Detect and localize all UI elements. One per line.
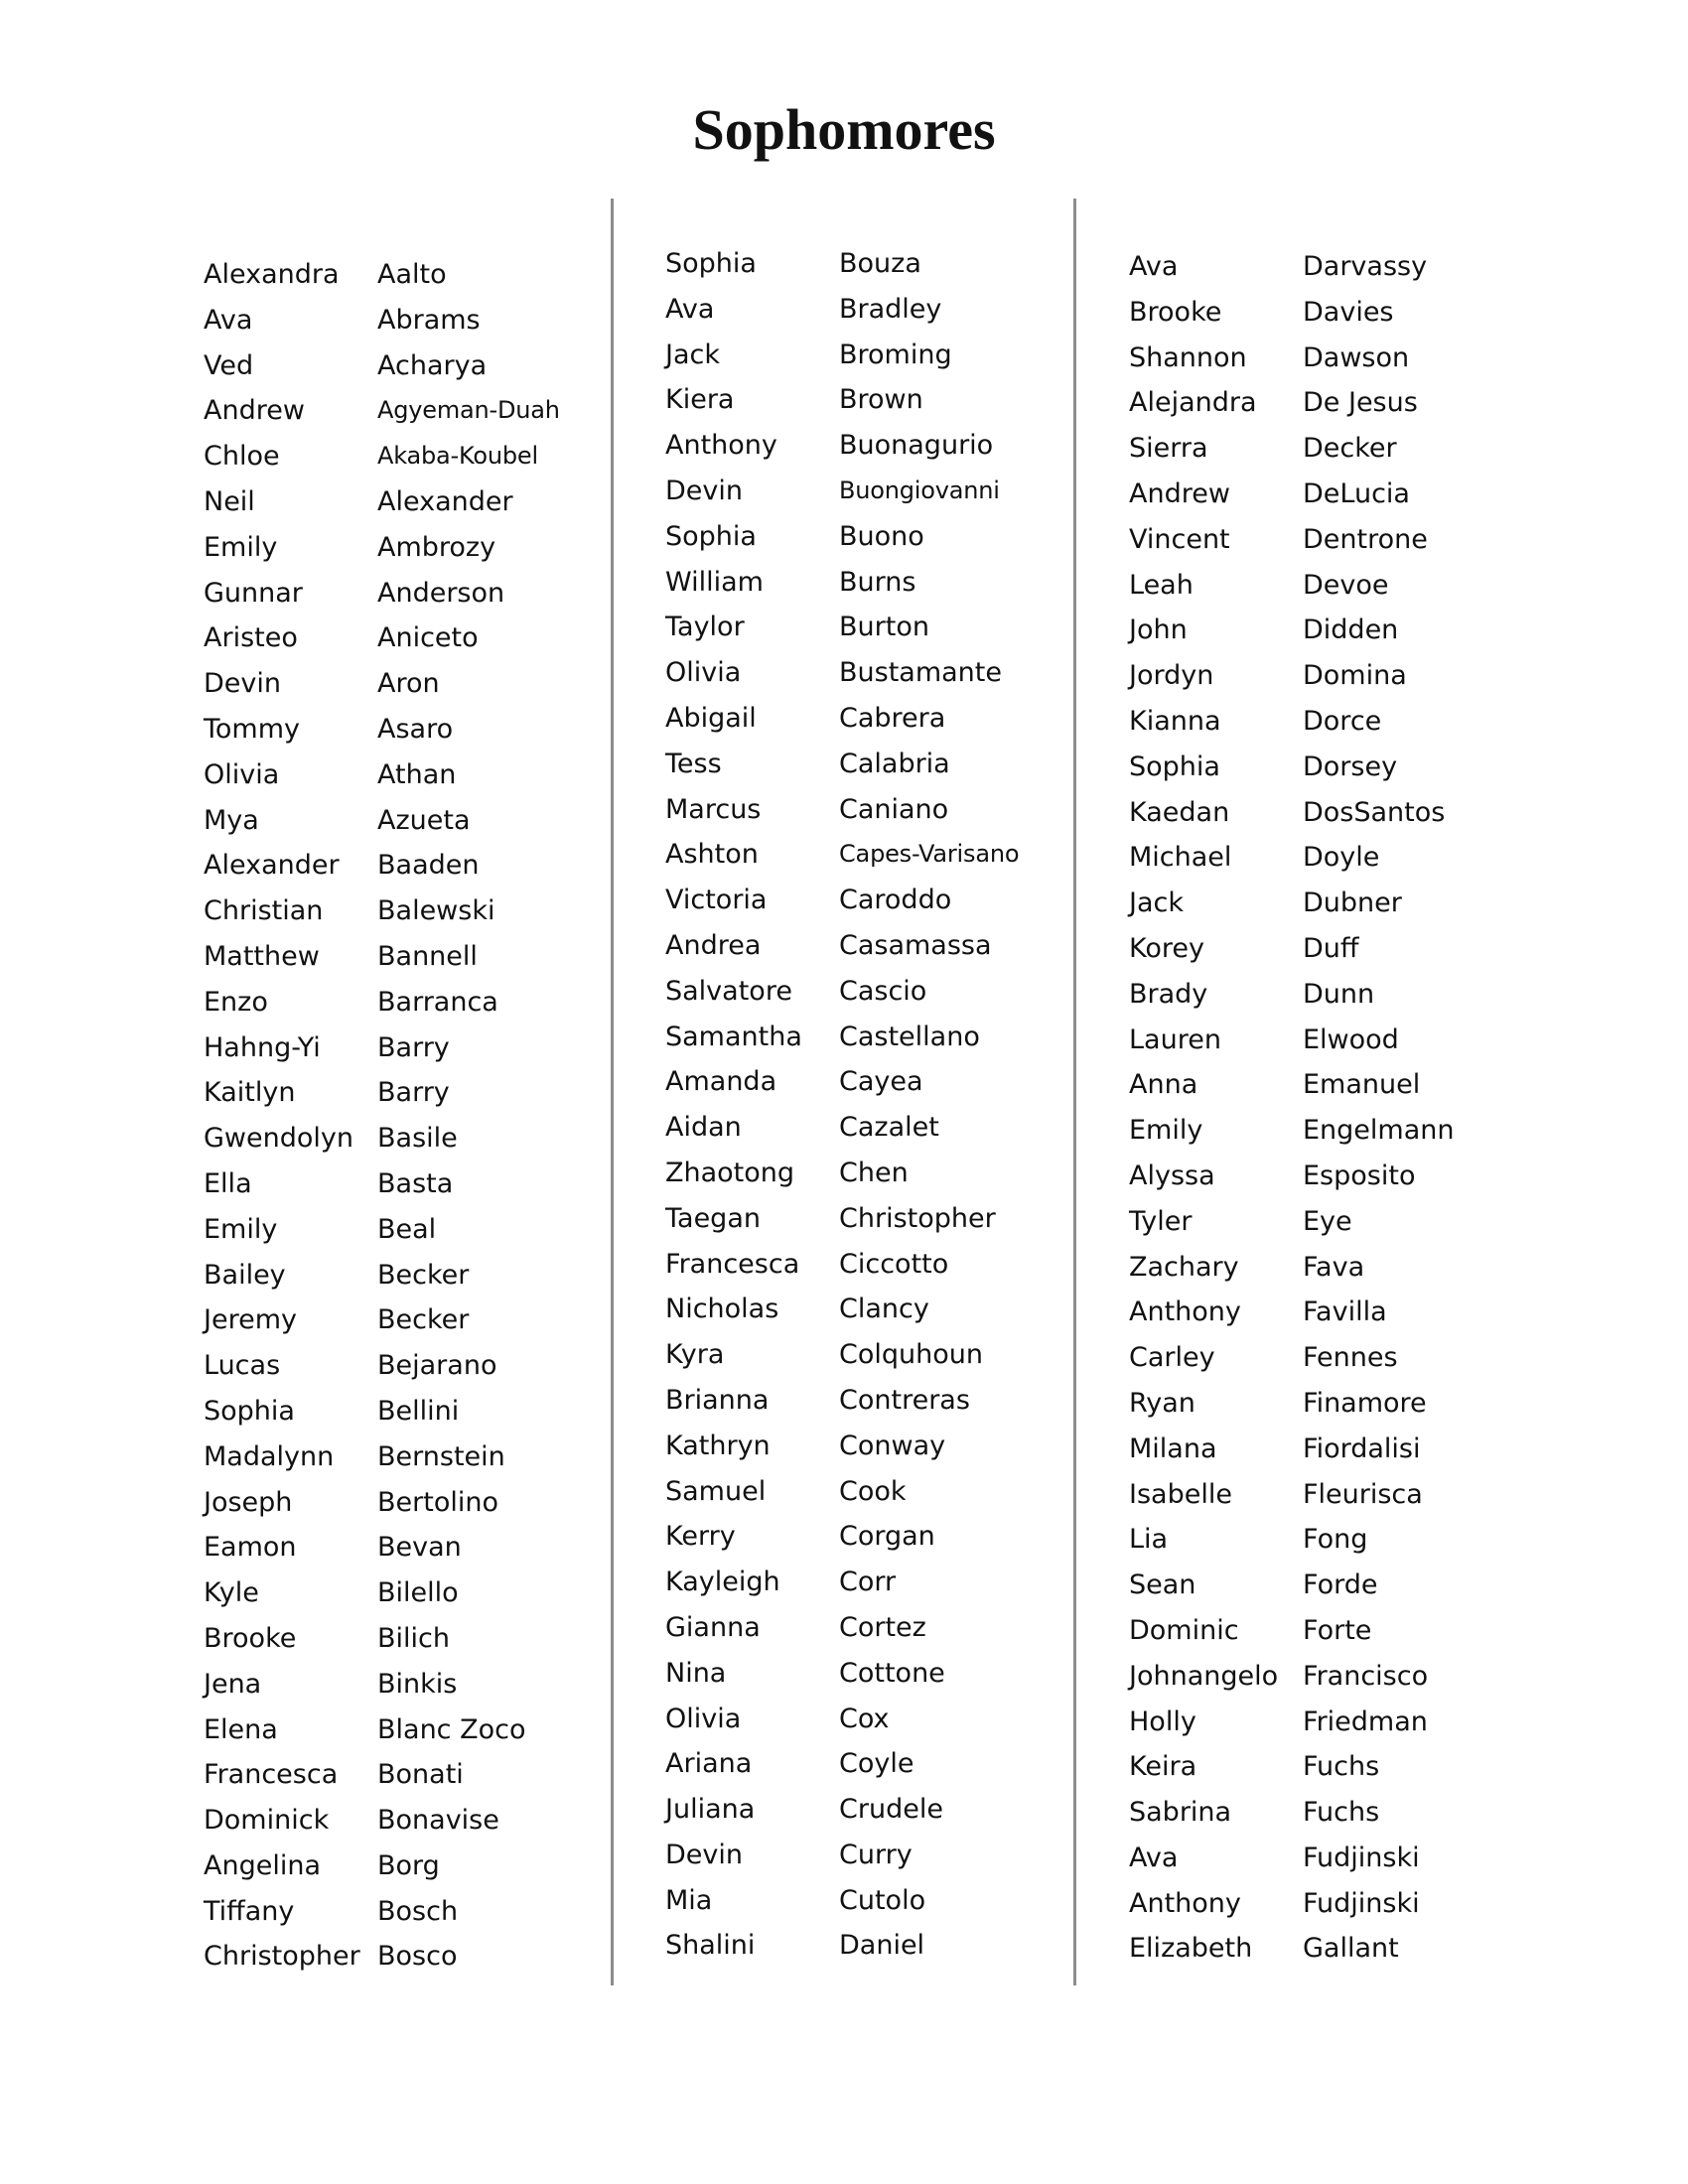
last-names-column-1	[377, 252, 560, 1979]
first-name: Joseph	[204, 1486, 293, 1518]
first-name: William	[665, 566, 764, 598]
first-names-column-3	[1129, 244, 1278, 1972]
first-name: Isabelle	[1129, 1478, 1232, 1510]
last-name: Eye	[1303, 1205, 1352, 1237]
first-name: Dominic	[1129, 1614, 1239, 1646]
first-name: Angelina	[204, 1849, 321, 1881]
first-name: Andrew	[1129, 478, 1230, 509]
last-name: Bonavise	[377, 1805, 499, 1837]
last-name: Blanc Zoco	[377, 1713, 526, 1745]
first-name: Holly	[1129, 1706, 1196, 1737]
column-divider-right	[1073, 199, 1076, 1985]
first-name: Alyssa	[1129, 1160, 1215, 1191]
first-name: Juliana	[665, 1794, 756, 1826]
last-name: Didden	[1303, 614, 1399, 646]
first-name: Madalynn	[204, 1440, 335, 1472]
first-name: Sophia	[1129, 751, 1220, 782]
first-name: Salvatore	[665, 975, 792, 1007]
last-name: Crudele	[839, 1794, 943, 1826]
first-name: Neil	[204, 485, 255, 517]
last-name: Esposito	[1303, 1160, 1416, 1191]
first-name: Anthony	[665, 430, 777, 462]
last-name: Cutolo	[839, 1884, 926, 1916]
first-name: Nina	[665, 1657, 727, 1689]
last-name: Aniceto	[377, 622, 479, 654]
first-name: Tess	[665, 748, 722, 779]
first-name: Amanda	[665, 1066, 777, 1098]
last-name: Dentrone	[1303, 523, 1428, 555]
first-name: Kyra	[665, 1339, 725, 1371]
first-name: Sophia	[204, 1395, 295, 1427]
first-name: Kiera	[665, 384, 735, 416]
first-name: Korey	[1129, 932, 1204, 964]
last-name: Favilla	[1303, 1297, 1387, 1328]
last-name: Fuchs	[1303, 1797, 1380, 1829]
first-name: Matthew	[204, 940, 320, 972]
first-name: Ryan	[1129, 1387, 1196, 1419]
first-name: Sophia	[665, 248, 757, 279]
first-name: Kathryn	[665, 1430, 771, 1461]
first-name: Mya	[204, 804, 259, 836]
first-name: Brooke	[1129, 296, 1222, 328]
last-name: Dunn	[1303, 978, 1375, 1010]
last-name: Burns	[839, 566, 916, 598]
first-name: Ava	[665, 293, 715, 325]
first-name: Christian	[204, 895, 324, 927]
last-name: Basile	[377, 1123, 458, 1155]
first-name: Jack	[1129, 887, 1184, 919]
last-name: Christopher	[839, 1202, 996, 1234]
last-name: Curry	[839, 1839, 913, 1870]
last-name: Bannell	[377, 940, 478, 972]
last-name: Caniano	[839, 793, 949, 825]
first-name: Elizabeth	[1129, 1933, 1253, 1965]
first-name: Chloe	[204, 441, 280, 473]
first-name: Dominick	[204, 1805, 330, 1837]
last-name: Bosco	[377, 1941, 458, 1973]
last-name: Agyeman-Duah	[377, 396, 560, 425]
last-name: Cortez	[839, 1611, 926, 1643]
last-name: Finamore	[1303, 1387, 1427, 1419]
first-name: Tiffany	[204, 1895, 295, 1927]
column-divider-left	[611, 199, 614, 1985]
last-name: Brown	[839, 384, 923, 416]
first-name: Jena	[204, 1668, 262, 1700]
first-name: Lia	[1129, 1524, 1169, 1556]
first-name: Jeremy	[204, 1304, 297, 1336]
last-name: Borg	[377, 1849, 440, 1881]
first-name: Emily	[204, 1213, 278, 1245]
first-name: Devin	[665, 475, 743, 506]
first-name: Kayleigh	[665, 1567, 780, 1598]
last-name: Cazalet	[839, 1112, 939, 1144]
first-name: Ava	[204, 304, 253, 336]
first-name: Abigail	[665, 702, 757, 734]
last-name: Ciccotto	[839, 1248, 949, 1280]
last-name: Buongiovanni	[839, 476, 1000, 504]
first-name: Johnangelo	[1129, 1660, 1279, 1692]
first-name: Kyle	[204, 1577, 259, 1609]
first-name: Francesca	[665, 1248, 800, 1280]
first-name: Vincent	[1129, 523, 1230, 555]
page-title: Sophomores	[692, 97, 996, 162]
last-name: Burton	[839, 612, 929, 643]
first-name: Gwendolyn	[204, 1123, 353, 1155]
first-name: Kianna	[1129, 705, 1221, 737]
last-name: Duff	[1303, 932, 1359, 964]
first-name: Shannon	[1129, 341, 1247, 373]
last-name: Caroddo	[839, 885, 952, 916]
last-name: Fiordalisi	[1303, 1433, 1421, 1464]
first-name: Sierra	[1129, 433, 1208, 465]
last-name: Engelmann	[1303, 1115, 1455, 1147]
last-name: Bilello	[377, 1577, 459, 1609]
first-name: Olivia	[665, 657, 742, 689]
last-name: Calabria	[839, 748, 950, 779]
last-name: Coyle	[839, 1748, 914, 1780]
first-name: Anthony	[1129, 1297, 1241, 1328]
last-name: Francisco	[1303, 1660, 1429, 1692]
last-name: Conway	[839, 1430, 946, 1461]
first-name: Ella	[204, 1167, 252, 1199]
last-name: Contreras	[839, 1384, 970, 1416]
last-name: Azueta	[377, 804, 471, 836]
first-name: Ava	[1129, 251, 1179, 282]
first-name: Eamon	[204, 1532, 297, 1564]
last-name: Colquhoun	[839, 1339, 983, 1371]
last-name: Barry	[377, 1077, 450, 1109]
first-name: Emily	[204, 531, 278, 563]
first-name: Enzo	[204, 986, 268, 1018]
last-name: Fudjinski	[1303, 1887, 1420, 1919]
first-name: Milana	[1129, 1433, 1217, 1464]
first-name: Kaitlyn	[204, 1077, 296, 1109]
last-name: Acharya	[377, 349, 488, 381]
last-name: Basta	[377, 1167, 454, 1199]
first-name: Brianna	[665, 1384, 770, 1416]
last-name: Cook	[839, 1475, 907, 1507]
last-name: Broming	[839, 339, 952, 370]
last-name: Capes-Varisano	[839, 840, 1020, 869]
last-name: Bertolino	[377, 1486, 498, 1518]
last-name: Dubner	[1303, 887, 1402, 919]
first-names-column-1	[204, 252, 360, 1979]
last-name: Bejarano	[377, 1350, 497, 1382]
first-name: Taegan	[665, 1202, 761, 1234]
first-name: Ashton	[665, 839, 759, 871]
first-name: Olivia	[204, 758, 280, 790]
first-name: Keira	[1129, 1751, 1197, 1783]
first-name: Lucas	[204, 1350, 281, 1382]
last-name: Devoe	[1303, 569, 1389, 601]
first-name: Francesca	[204, 1759, 339, 1791]
last-name: Casamassa	[839, 929, 992, 961]
last-name: Bradley	[839, 293, 942, 325]
first-name: Aristeo	[204, 622, 298, 654]
last-name: Fennes	[1303, 1342, 1398, 1374]
last-name: Corr	[839, 1567, 897, 1598]
last-name: Aalto	[377, 259, 447, 290]
last-name: Beal	[377, 1213, 437, 1245]
last-name: Domina	[1303, 660, 1407, 692]
first-name: Tommy	[204, 713, 301, 745]
last-name: Forde	[1303, 1570, 1378, 1601]
first-name: Zhaotong	[665, 1157, 795, 1188]
last-name: Barry	[377, 1031, 450, 1063]
last-name: Dorsey	[1303, 751, 1398, 782]
last-name: Fudjinski	[1303, 1842, 1420, 1873]
last-name: Clancy	[839, 1294, 929, 1325]
last-name: Bosch	[377, 1895, 459, 1927]
first-name: Jack	[665, 339, 720, 370]
last-name: De Jesus	[1303, 387, 1418, 419]
first-name: Gunnar	[204, 577, 303, 609]
first-name: Emily	[1129, 1115, 1203, 1147]
last-name: Darvassy	[1303, 251, 1428, 282]
last-name: Doyle	[1303, 842, 1380, 874]
first-name: Samantha	[665, 1021, 802, 1052]
first-name: Tyler	[1129, 1205, 1193, 1237]
last-name: Dawson	[1303, 341, 1410, 373]
first-name: Devin	[665, 1839, 743, 1870]
first-name: Ariana	[665, 1748, 753, 1780]
last-name: Castellano	[839, 1021, 980, 1052]
last-name: Buono	[839, 520, 924, 552]
last-name: Bustamante	[839, 657, 1002, 689]
last-name: Asaro	[377, 713, 454, 745]
last-name: Bernstein	[377, 1440, 505, 1472]
last-name: Cascio	[839, 975, 927, 1007]
last-name: Chen	[839, 1157, 909, 1188]
last-name: Fava	[1303, 1251, 1365, 1283]
last-name: Buonagurio	[839, 430, 994, 462]
first-name: Sean	[1129, 1570, 1196, 1601]
first-name: Olivia	[665, 1703, 742, 1734]
first-name: Victoria	[665, 885, 768, 916]
last-name: Baaden	[377, 850, 480, 882]
last-name: Becker	[377, 1304, 470, 1336]
first-name: Andrea	[665, 929, 762, 961]
last-name: Aron	[377, 668, 440, 700]
last-name: Dorce	[1303, 705, 1382, 737]
first-name: Taylor	[665, 612, 745, 643]
last-name: Bevan	[377, 1532, 462, 1564]
first-name: Aidan	[665, 1112, 742, 1144]
last-name: Ambrozy	[377, 531, 496, 563]
last-names-column-2	[839, 241, 1019, 1969]
last-name: Abrams	[377, 304, 481, 336]
last-name: Emanuel	[1303, 1069, 1421, 1101]
last-name: Cabrera	[839, 702, 946, 734]
last-name: Fong	[1303, 1524, 1368, 1556]
first-name: Sophia	[665, 520, 757, 552]
first-name: Kaedan	[1129, 796, 1230, 828]
first-name: Ved	[204, 349, 254, 381]
last-name: Decker	[1303, 433, 1397, 465]
first-name: Devin	[204, 668, 281, 700]
last-name: DosSantos	[1303, 796, 1446, 828]
last-name: Cox	[839, 1703, 890, 1734]
first-name: Andrew	[204, 395, 305, 427]
last-name: Athan	[377, 758, 457, 790]
last-name: Davies	[1303, 296, 1394, 328]
last-name: DeLucia	[1303, 478, 1410, 509]
last-name: Friedman	[1303, 1706, 1428, 1737]
last-name: Becker	[377, 1259, 470, 1291]
first-name: Alejandra	[1129, 387, 1257, 419]
first-name: Marcus	[665, 793, 762, 825]
first-name: Lauren	[1129, 1024, 1221, 1055]
first-name: Anthony	[1129, 1887, 1241, 1919]
first-name: Hahng-Yi	[204, 1031, 321, 1063]
first-name: Elena	[204, 1713, 278, 1745]
first-names-column-2	[665, 241, 802, 1969]
last-name: Anderson	[377, 577, 505, 609]
first-name: Nicholas	[665, 1294, 779, 1325]
first-name: Leah	[1129, 569, 1194, 601]
last-name: Corgan	[839, 1521, 935, 1553]
last-name: Cayea	[839, 1066, 923, 1098]
first-name: Michael	[1129, 842, 1232, 874]
first-name: Ava	[1129, 1842, 1179, 1873]
last-name: Binkis	[377, 1668, 458, 1700]
last-name: Balewski	[377, 895, 495, 927]
last-name: Forte	[1303, 1614, 1372, 1646]
last-name: Elwood	[1303, 1024, 1399, 1055]
last-name: Barranca	[377, 986, 498, 1018]
last-name: Fuchs	[1303, 1751, 1380, 1783]
last-name: Gallant	[1303, 1933, 1399, 1965]
first-name: Brooke	[204, 1622, 297, 1654]
last-name: Akaba-Koubel	[377, 442, 538, 471]
last-name: Bonati	[377, 1759, 464, 1791]
last-name: Bilich	[377, 1622, 450, 1654]
last-name: Bouza	[839, 248, 921, 279]
first-name: Mia	[665, 1884, 713, 1916]
last-name: Bellini	[377, 1395, 460, 1427]
last-names-column-3	[1303, 244, 1455, 1972]
last-name: Fleurisca	[1303, 1478, 1423, 1510]
first-name: Alexander	[204, 850, 340, 882]
first-name: Jordyn	[1129, 660, 1214, 692]
first-name: Zachary	[1129, 1251, 1239, 1283]
first-name: Bailey	[204, 1259, 286, 1291]
first-name: Kerry	[665, 1521, 736, 1553]
first-name: Sabrina	[1129, 1797, 1232, 1829]
first-name: John	[1129, 614, 1188, 646]
first-name: Carley	[1129, 1342, 1215, 1374]
last-name: Cottone	[839, 1657, 945, 1689]
first-name: Samuel	[665, 1475, 767, 1507]
first-name: Anna	[1129, 1069, 1198, 1101]
first-name: Christopher	[204, 1941, 360, 1973]
last-name: Daniel	[839, 1930, 925, 1962]
first-name: Shalini	[665, 1930, 756, 1962]
first-name: Gianna	[665, 1611, 761, 1643]
first-name: Brady	[1129, 978, 1208, 1010]
first-name: Alexandra	[204, 259, 340, 290]
last-name: Alexander	[377, 485, 513, 517]
